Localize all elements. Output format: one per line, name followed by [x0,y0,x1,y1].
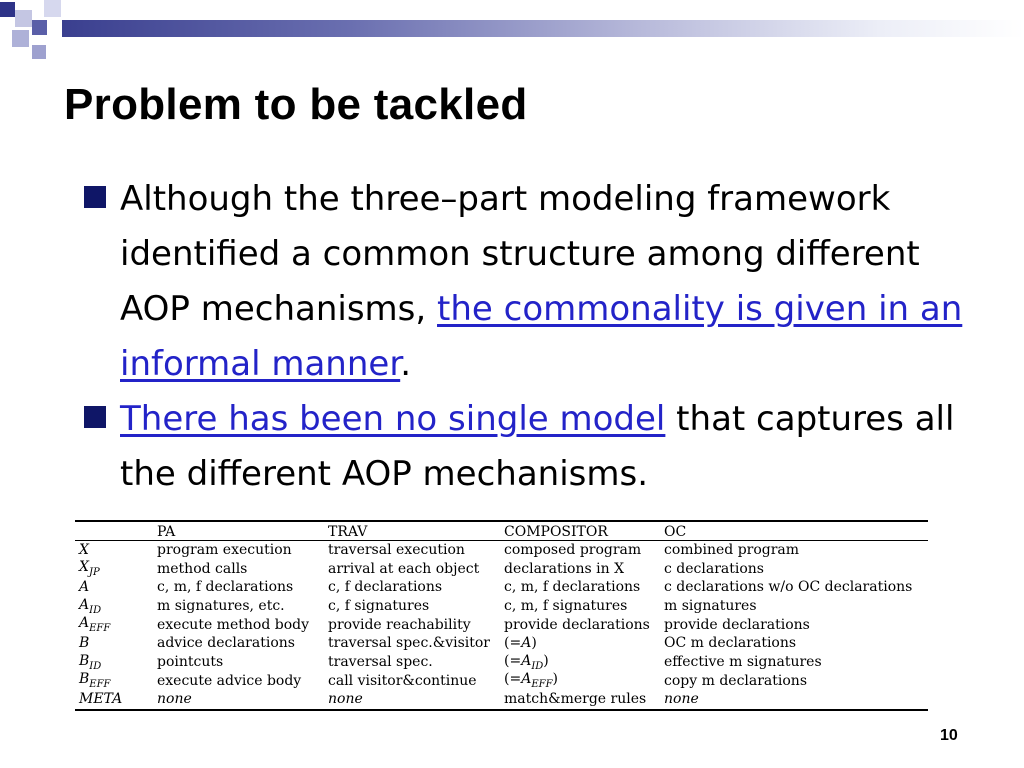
table-row [75,578,928,596]
bullet-1-tail: . [400,344,411,384]
bullet-list [82,172,982,502]
table-cell: $(=A_{ID})$ [504,652,549,672]
table-cell: declarations in X [504,560,625,577]
table-row [75,634,928,652]
row-symbol: $B_{ID}$ [79,652,102,672]
table-cell: m signatures, etc. [157,597,285,614]
bullet-2-text: that captures all the different AOP mechanisms. [120,399,955,494]
page-number: 10 [940,727,958,744]
table-row [75,615,928,634]
table-cell: c declarations [664,560,764,577]
table-row [75,541,928,560]
table-cell: method calls [157,560,248,577]
table-cell: m signatures [664,597,757,614]
row-symbol: $X_{JP}$ [79,559,100,579]
header-square-2 [15,10,32,27]
table-cell: none [660,690,928,709]
table-cell: combined program [664,542,800,559]
table-cell: execute advice body [157,672,302,689]
table-row [75,597,928,616]
table-cell: program execution [157,542,292,559]
bullet-item-1 [82,172,982,392]
table-cell: c, m, f declarations [504,579,641,596]
header-square-1 [0,2,15,17]
table-cell: OC m declarations [664,635,797,652]
table-row [75,653,928,672]
table-cell: composed program [504,542,642,559]
table-row [75,559,928,578]
row-symbol: $A_{EFF}$ [79,615,111,635]
table-row [75,671,928,690]
table-header-cell: OC [660,521,928,541]
table-cell: c, m, f declarations [157,579,294,596]
header-square-5 [12,30,29,47]
table-cell: call visitor&continue [328,672,477,689]
row-symbol: X [79,542,89,559]
table-cell: c, m, f signatures [504,597,628,614]
table-cell: traversal execution [328,542,465,559]
table-cell: traversal spec. [328,653,433,670]
table-header-cell: TRAV [324,521,500,541]
table-cell: advice declarations [157,635,295,652]
table-cell: arrival at each object [328,560,480,577]
header-square-3 [44,0,61,17]
header-square-6 [32,45,46,59]
table-cell: copy m declarations [664,672,808,689]
table-cell: pointcuts [157,653,224,670]
row-symbol: $B_{EFF}$ [79,671,111,691]
table-cell: c, f declarations [328,579,443,596]
table-cell: none [324,690,500,709]
table-header-row [75,521,928,541]
table-row [75,690,928,709]
bullet-item-2 [82,392,982,502]
table-cell: execute method body [157,616,309,633]
bullet-1-link[interactable]: the commonality is given in an informal manner [120,289,963,384]
aop-comparison-table [75,520,928,711]
table-cell: match&merge rules [500,690,660,709]
table-cell: c, f signatures [328,597,430,614]
table-cell: provide declarations [504,616,650,633]
row-symbol: META [75,690,153,709]
row-symbol: A [79,579,90,596]
table-cell: effective m signatures [664,653,822,670]
table-body [75,541,928,710]
table-header-cell: PA [153,521,324,541]
table-header-cell: COMPOSITOR [500,521,660,541]
table-cell: (=A) [504,635,537,652]
slide-title: Problem to be tackled [64,80,528,129]
row-symbol: B [79,635,90,652]
square-bullet-icon [84,186,106,208]
table-cell: $(=A_{EFF})$ [504,671,558,691]
table-header-cell [75,521,153,541]
table-cell: traversal spec.&visitor [328,635,490,652]
table-cell: provide declarations [664,616,810,633]
table-cell: provide reachability [328,616,471,633]
bullet-1-text: Although the three–part modeling framework identified a common structure among different AOP mechanisms, [120,179,920,329]
table-cell: c declarations w/o OC declarations [664,579,913,596]
table-cell: none [153,690,324,709]
row-symbol: $A_{ID}$ [79,596,102,616]
bullet-2-link[interactable]: There has been no single model [120,399,666,439]
square-bullet-icon [84,406,106,428]
header-band [62,20,1024,37]
header-square-4 [32,20,47,35]
